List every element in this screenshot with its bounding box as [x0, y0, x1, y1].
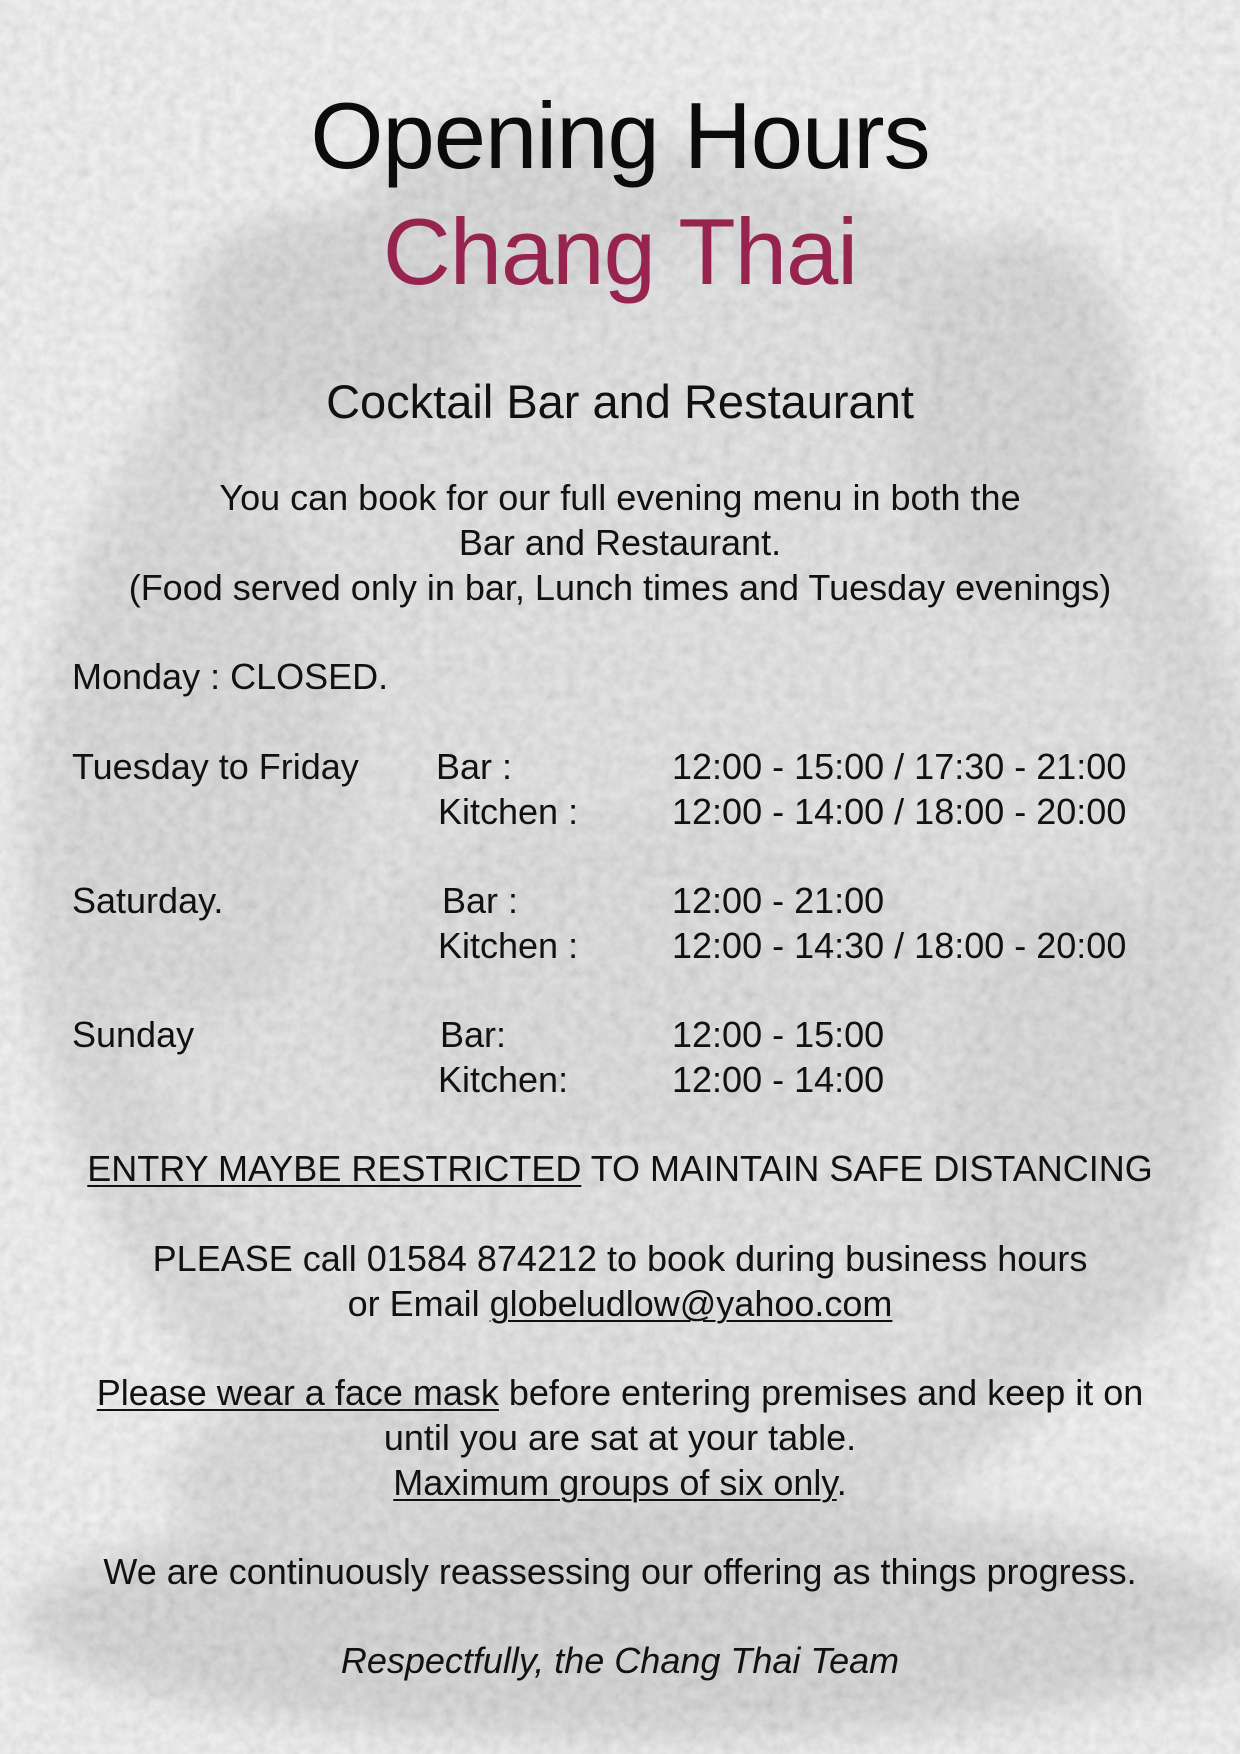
mask-underlined-text: Please wear a face mask [96, 1372, 499, 1413]
sunday-kitchen-hours: 12:00 - 14:00 [672, 1059, 885, 1100]
tue-fri-kitchen-hours: 12:00 - 14:00 / 18:00 - 20:00 [672, 791, 1127, 832]
mask-notice [0, 1370, 1240, 1505]
call-line: PLEASE call 01584 874212 to book during business hours [152, 1238, 1088, 1279]
groups-underlined-text: Maximum groups of six only [393, 1462, 837, 1503]
sunday-bar-hours: 12:00 - 15:00 [672, 1014, 885, 1055]
saturday-kitchen-hours: 12:00 - 14:30 / 18:00 - 20:00 [672, 925, 1127, 966]
email-line [0, 1281, 1240, 1326]
groups-line [0, 1460, 1240, 1505]
intro-line-3: (Food served only in bar, Lunch times and Tuesday evenings) [128, 567, 1112, 608]
signoff: Respectfully, the Chang Thai Team [340, 1640, 900, 1681]
tue-fri-day: Tuesday to Friday [72, 746, 359, 787]
saturday-bar-label: Bar : [442, 880, 519, 921]
tue-fri-kitchen-label: Kitchen : [438, 791, 579, 832]
sunday-kitchen-label: Kitchen: [438, 1059, 569, 1100]
monday-closed: Monday : CLOSED. [72, 656, 389, 697]
reassess-notice: We are continuously reassessing our offering as things progress. [103, 1551, 1137, 1592]
entry-restricted-text: ENTRY MAYBE RESTRICTED [87, 1148, 582, 1189]
email-link[interactable]: globeludlow@yahoo.com [489, 1283, 893, 1324]
saturday-day: Saturday. [72, 880, 224, 921]
booking-intro [0, 475, 1240, 610]
sunday-bar-label: Bar: [440, 1014, 507, 1055]
entry-distancing-text: TO MAINTAIN SAFE DISTANCING [581, 1148, 1153, 1189]
restaurant-name: Chang Thai [382, 199, 858, 304]
tue-fri-bar-hours: 12:00 - 15:00 / 17:30 - 21:00 [672, 746, 1127, 787]
mask-line-2: until you are sat at your table. [383, 1417, 857, 1458]
mask-rest-text: before entering premises and keep it on [498, 1372, 1144, 1413]
booking-contact [0, 1236, 1240, 1326]
restaurant-subtitle: Cocktail Bar and Restaurant [326, 375, 914, 428]
intro-line-2: Bar and Restaurant. [458, 522, 782, 563]
sunday-day: Sunday [72, 1014, 195, 1055]
saturday-bar-hours: 12:00 - 21:00 [672, 880, 885, 921]
saturday-kitchen-label: Kitchen : [438, 925, 579, 966]
email-prefix: or Email [347, 1283, 490, 1324]
mask-line-1 [0, 1370, 1240, 1415]
groups-end-text: . [836, 1462, 847, 1503]
page-title: Opening Hours [310, 83, 930, 188]
entry-notice [0, 1146, 1240, 1191]
tue-fri-bar-label: Bar : [436, 746, 513, 787]
intro-line-1: You can book for our full evening menu in both the [219, 477, 1021, 518]
